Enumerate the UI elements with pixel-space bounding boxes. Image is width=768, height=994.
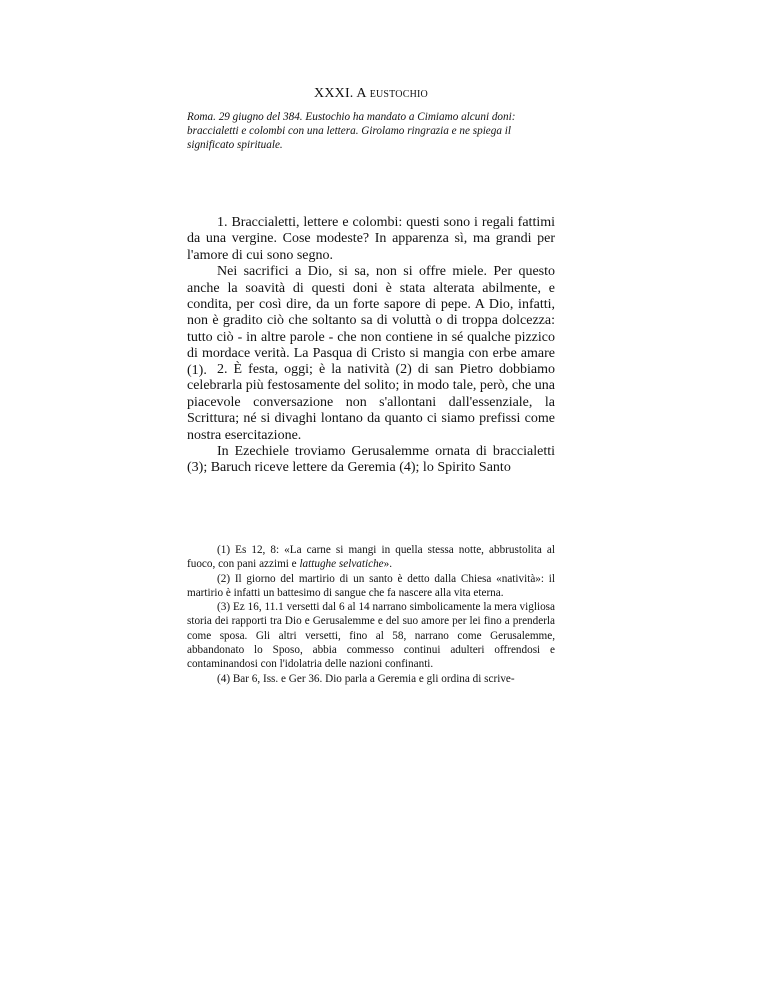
footnote-text: (4) Bar 6, Iss. e Ger 36. Dio parla a Geremia e gli ordina di scrive- — [217, 672, 515, 685]
footnote-2 — [187, 572, 555, 601]
footnote-italic: lattughe selvatiche — [299, 558, 384, 571]
footnotes — [187, 543, 555, 686]
footnote-3 — [187, 600, 555, 671]
chapter-title-number: XXXI. A — [314, 86, 366, 101]
section-2 — [187, 362, 555, 477]
paragraph: In Ezechiele troviamo Gerusalemme ornata di braccialetti (3); Baruch riceve lettere da Geremia (4); lo Spirito Santo — [187, 444, 555, 476]
footnote-text: (3) Ez 16, 11.1 versetti dal 6 al 14 narrano simbolicamente la mera vigliosa storia dei rapporti tra Dio e Gerusalemme e del suo amore per lei fino a prenderla come sposa. Gli altri versetti, fino al 58, narrano come Gerusalemme, abbandonato lo Sposo, abbia commesso continui adulteri offrendosi e contaminandosi con l'idolatria delle nazioni confinanti. — [187, 601, 555, 671]
footnote-text: ». — [383, 558, 393, 571]
chapter-title — [187, 86, 555, 102]
chapter-title-name: eustochio — [369, 86, 428, 101]
paragraph: 1. Braccialetti, lettere e colombi: questi sono i regali fattimi da una vergine. Cose modeste? In apparenza sì, ma grandi per l'amore di cui sono segno. — [187, 215, 555, 263]
paragraph: 2. È festa, oggi; è la natività (2) di san Pietro dobbiamo celebrarla più festosamente del solito; in modo tale, però, che una piacevole conversazione non s'allontani dall'essenziale, la Scrittura; né si divaghi lontano da quanto ci siamo prefissi come nostra esercitazione. — [187, 362, 555, 443]
section-1 — [187, 215, 555, 379]
footnote-1 — [187, 543, 555, 572]
paragraph: Nei sacrifici a Dio, si sa, non si offre miele. Per questo anche la soavità di questi doni è stata alterata abilmente, e condita, per così dire, da un forte sapore di pepe. A Dio, infatti, non è gradito ciò che soltanto sa di voluttà o di troppa dolcezza: tutto ciò - in altre parole - che non contiene in sé qualche pizzico di mordace verità. La Pasqua di Cristo si mangia con erbe amare (1). — [187, 264, 555, 378]
footnote-text: (2) Il giorno del martirio di un santo è detto dalla Chiesa «natività»: il martirio è infatti un battesimo di sangue che fa nascere alla vita eterna. — [187, 572, 555, 599]
footnote-4 — [187, 672, 555, 686]
chapter-summary: Roma. 29 giugno del 384. Eustochio ha mandato a Cimiamo alcuni doni: braccialetti e colombi con una lettera. Girolamo ringrazia e ne spiega il significato spirituale. — [187, 111, 516, 152]
footnote-text: (1) Es 12, 8: «La carne si mangi in quella stessa notte, abbrustolita al fuoco, con pani azzimi e — [187, 544, 555, 571]
